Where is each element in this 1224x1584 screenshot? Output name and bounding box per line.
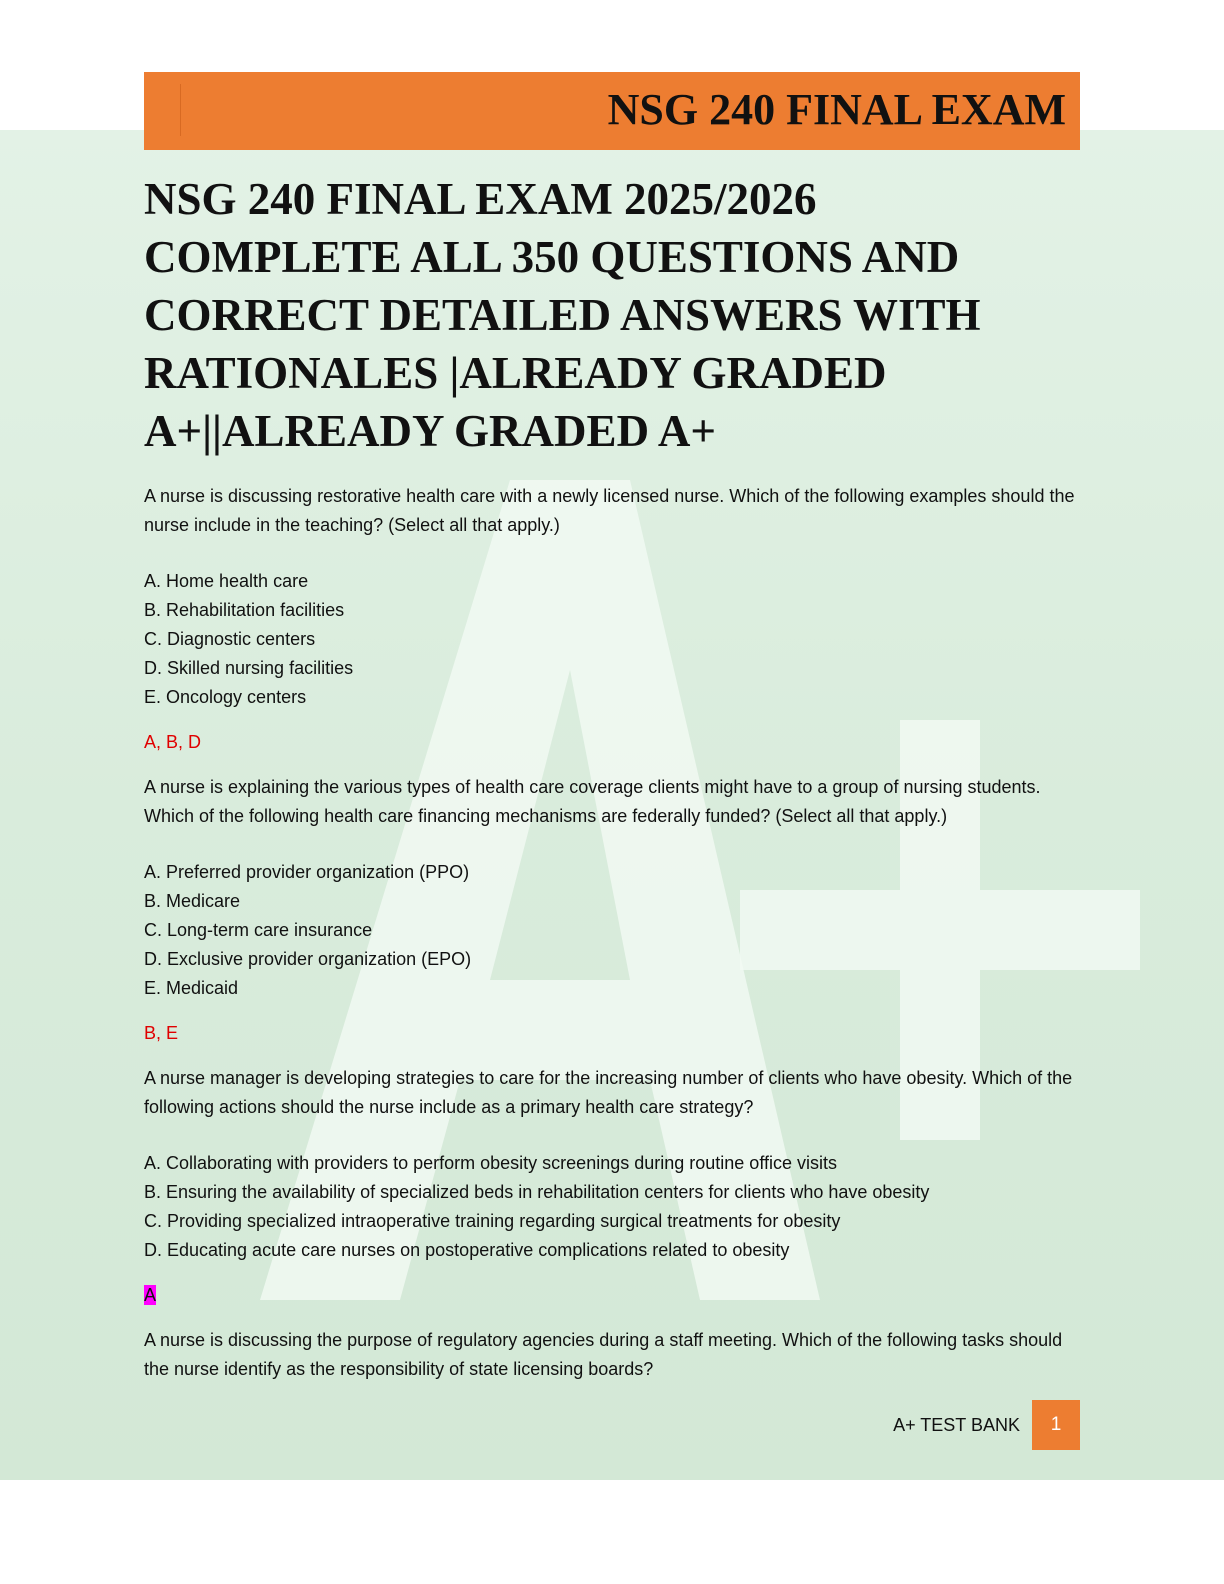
question-text: A nurse is discussing the purpose of regulatory agencies during a staff meeting. Which of the following tasks should the nurse identify as the responsibility of state licensing boards?	[144, 1330, 1063, 1379]
question-text: A nurse manager is developing strategies to care for the increasing number of clients who have obesity. Which of the following actions should the nurse include as a primary health care strategy?	[144, 1068, 1073, 1117]
document-title: NSG 240 FINAL EXAM 2025/2026 COMPLETE ALL 350 QUESTIONS AND CORRECT DETAILED ANSWERS WITH RATIONALES |ALREADY GRADED A+||ALREADY GRADED A+	[144, 174, 981, 456]
answer-highlighted: A	[144, 1285, 157, 1305]
question-1	[144, 482, 1080, 757]
footer-label: A+ TEST BANK	[893, 1414, 1020, 1435]
option: E. Oncology centers	[144, 687, 307, 707]
option: D. Skilled nursing facilities	[144, 658, 354, 678]
option: C. Diagnostic centers	[144, 629, 316, 649]
option: D. Educating acute care nurses on postoperative complications related to obesity	[144, 1240, 790, 1260]
header-title: NSG 240 FINAL EXAM	[607, 85, 1066, 134]
question-text: A nurse is discussing restorative health care with a newly licensed nurse. Which of the following examples should the nurse include in the teaching? (Select all that apply.)	[144, 486, 1075, 535]
answer: B, E	[144, 1023, 179, 1043]
document-body	[144, 0, 1080, 1510]
option: C. Providing specialized intraoperative training regarding surgical treatments for obesity	[144, 1211, 841, 1231]
question-2	[144, 773, 1080, 1048]
option: A. Collaborating with providers to perform obesity screenings during routine office visits	[144, 1153, 837, 1173]
option: E. Medicaid	[144, 978, 239, 998]
option: B. Medicare	[144, 891, 241, 911]
option: A. Preferred provider organization (PPO)	[144, 862, 470, 882]
option: B. Rehabilitation facilities	[144, 600, 345, 620]
page-number: 1	[1032, 1400, 1080, 1450]
footer	[144, 1400, 1080, 1510]
option: C. Long-term care insurance	[144, 920, 373, 940]
answer: A, B, D	[144, 732, 202, 752]
option: B. Ensuring the availability of specialized beds in rehabilitation centers for clients who have obesity	[144, 1182, 930, 1202]
question-text: A nurse is explaining the various types of health care coverage clients might have to a group of nursing students. Which of the following health care financing mechanisms are federally funded? (Select all that apply.)	[144, 777, 1041, 826]
option: A. Home health care	[144, 571, 309, 591]
option: D. Exclusive provider organization (EPO)	[144, 949, 472, 969]
question-4	[144, 1326, 1080, 1384]
question-3	[144, 1064, 1080, 1310]
